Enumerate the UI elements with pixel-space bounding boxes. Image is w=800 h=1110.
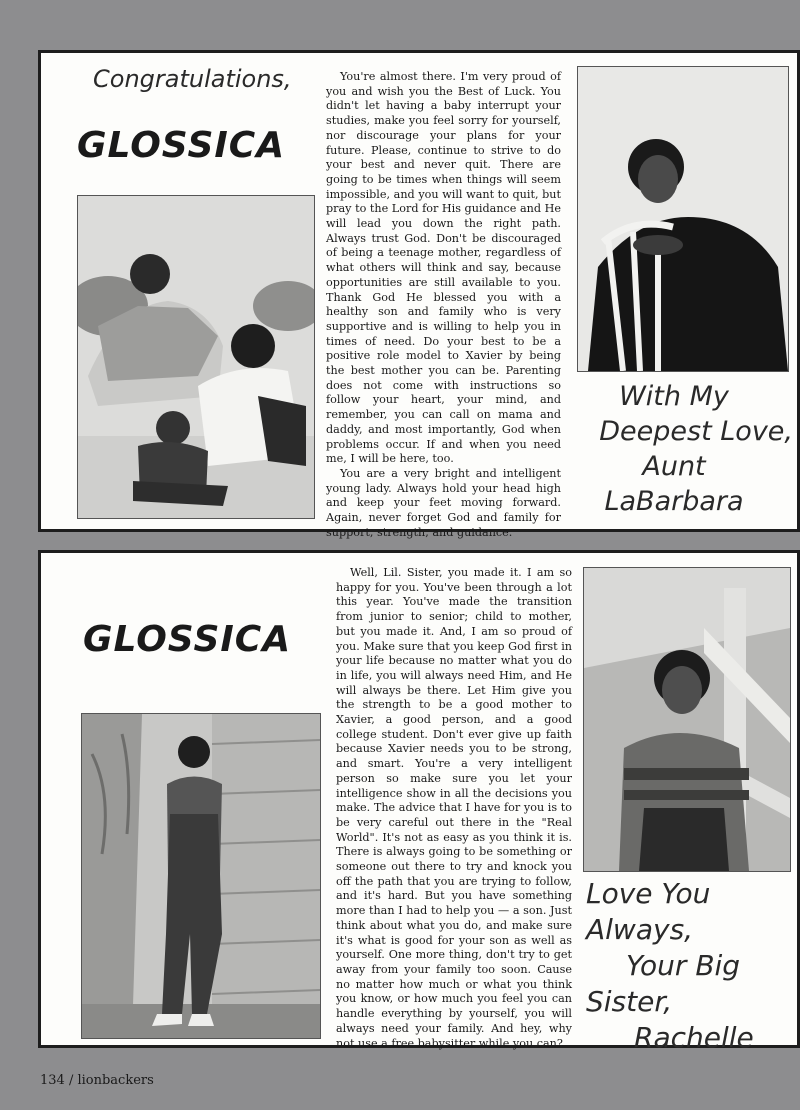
letter-paragraph: You are a very bright and intelligent young lady. Always hold your head high and keep your feet moving forward. Again, never forget God and family for support, strength, and guidance. [326, 466, 561, 539]
name-heading-2: GLOSSICA [83, 619, 292, 660]
message-panel-aunt [38, 50, 800, 539]
signature-line: With My [619, 381, 729, 412]
signature-aunt [579, 379, 795, 519]
signature-line: Love You [586, 877, 711, 910]
portrait-photo-fence [583, 567, 791, 872]
letter-paragraph: Well, Lil. Sister, you made it. I am so happy for you. You've been through a lot this year. You've made the transition from junior to senior; child to mother, but you made it. And, I am so proud of you. Make sure that you keep God first in your life because no matter what you do in life, you will always need Him, and He will always be there. Let Him give you the strength to be a good mother to Xavier, a good person, and a good college student. Don't ever give up faith because Xavier needs you to be strong, and smart. You're a very intelligent person so make sure you let your intelligence show in all the decisions you make. The advice that I have for you is to be very careful out there in the "Real World". It's not as easy as you think it is. There is always going to be something or someone out there to try and knock you off the path that you are trying to follow, and it's hard. But you have something more than I had to help you — a son. Just think about what you do, and make sure it's what is good for your son as well as yourself. One more thing, don't try to get away from your family too soon. Cause no matter how much or what you think you know, or how much you feel you can handle everything by yourself, you will always need your family. And hey, why not use a free babysitter while you can? [336, 566, 572, 1050]
signature-sister [586, 876, 786, 1056]
signature-line: Your Big [626, 949, 741, 982]
portrait-photo-chair [577, 66, 789, 372]
signature-line: LaBarbara [604, 486, 744, 517]
congratulations-heading: Congratulations, [93, 65, 292, 93]
letter-from-aunt [326, 70, 561, 541]
message-panel-sister [38, 550, 800, 1054]
signature-line: Always, [586, 913, 694, 946]
page-footer: 134 / lionbackers [40, 1073, 154, 1088]
letter-paragraph: You're almost there. I'm very proud of you and wish you the Best of Luck. You didn't let having a baby interrupt your studies, make you feel sorry for yourself, nor discourage your plans for your future. Please, continue to strive to do your best and never quit. There are going to be times when things will seem impossible, and you will want to quit, but pray to the Lord for His guidance and He will lead you down the right path. Always trust God. Don't be discouraged of being a teenage mother, regardless of what others will think and say, because opportunities are still available to you. Thank God He blessed you with a healthy son and family who is very supportive and is willing to help you in times of need. Do your best to be a positive role model to Xavier by being the best mother you can be. Parenting does not come with instructions so follow your heart, your mind, and remember, you can call on mama and daddy, and most importantly, God when problems occur. If and when you need me, I will be here, too. [326, 70, 561, 466]
family-photo [77, 195, 315, 519]
signature-line: Deepest Love, [599, 416, 793, 447]
signature-line: Aunt [642, 451, 706, 482]
name-heading-1: GLOSSICA [77, 125, 286, 166]
overalls-photo [81, 713, 321, 1039]
letter-from-sister [336, 566, 572, 1051]
signature-line: Rachelle [634, 1021, 754, 1054]
signature-line: Sister, [586, 985, 673, 1018]
